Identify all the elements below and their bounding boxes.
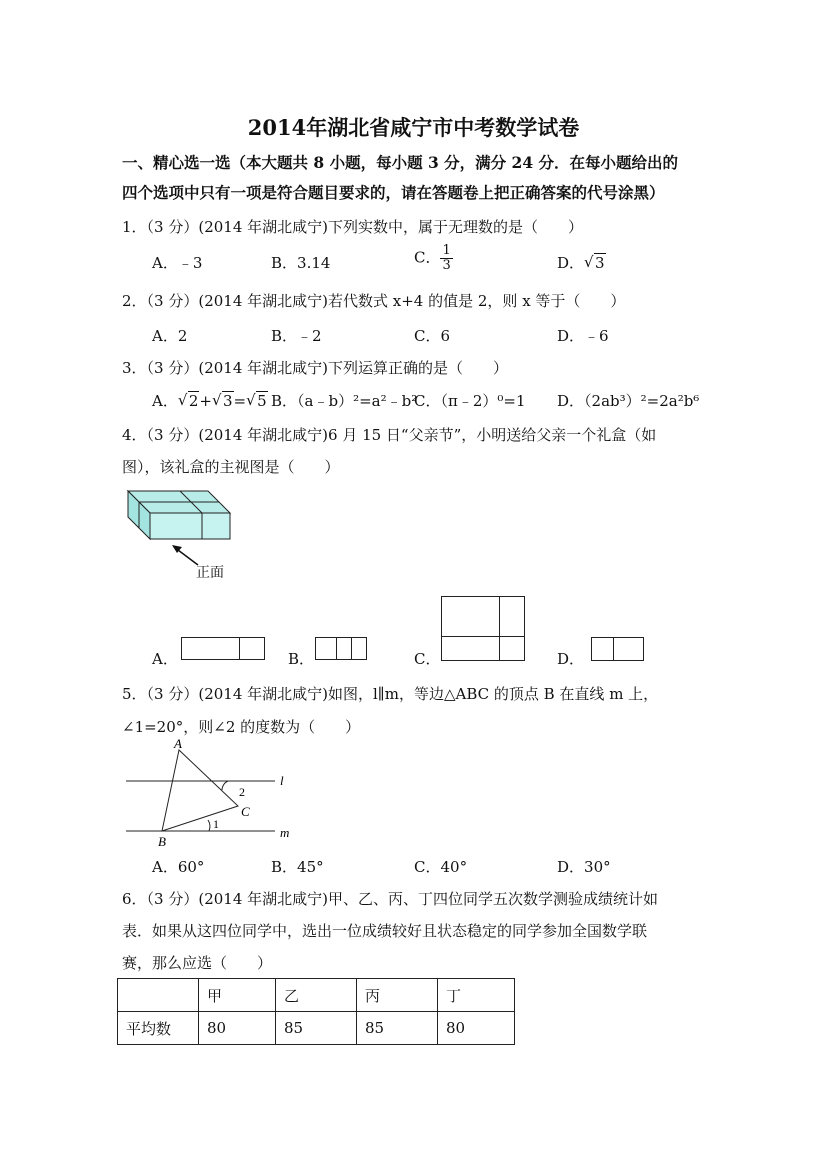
score-table <box>117 978 515 1045</box>
q5-option-c[interactable]: C．40° <box>414 858 468 876</box>
table-cell: 85 <box>357 1012 438 1045</box>
section-heading-line2: 四个选项中只有一项是符合题目要求的，请在答题卷上把正确答案的代号涂黑） <box>122 183 665 202</box>
q3-option-b[interactable]: B．（a﹣b）²=a²﹣b² <box>271 392 418 410</box>
table-header-row <box>118 979 515 1012</box>
gift-box-figure <box>120 485 245 585</box>
q4-option-b[interactable]: B． <box>288 650 315 668</box>
q5-option-d[interactable]: D．30° <box>557 858 611 876</box>
section-heading-line1: 一、精心选一选（本大题共 8 小题，每小题 3 分，满分 24 分．在每小题给出的 <box>122 153 679 172</box>
table-row <box>118 1012 515 1045</box>
q2-stem: 2．（3 分）(2014 年湖北咸宁)若代数式 x+4 的值是 2，则 x 等于（ ） <box>122 292 626 310</box>
q1-option-a[interactable]: A．﹣3 <box>152 254 203 272</box>
q5-stem-line2: ∠1=20°，则∠2 的度数为（ ） <box>122 718 361 736</box>
q4-option-b-figure[interactable] <box>315 637 367 660</box>
q3-option-a[interactable]: A．√ 2+√ 3=√ 5 <box>152 390 268 411</box>
q1-option-c[interactable] <box>414 244 453 273</box>
page-title: 2014年湖北省咸宁市中考数学试卷 <box>247 115 580 140</box>
table-header-cell <box>118 979 199 1012</box>
q4-stem-line1: 4．（3 分）(2014 年湖北咸宁)6 月 15 日“父亲节”，小明送给父亲一个礼盒（如 <box>122 426 657 444</box>
q6-stem-line1: 6．（3 分）(2014 年湖北咸宁)甲、乙、丙、丁四位同学五次数学测验成绩统计如 <box>122 890 659 908</box>
table-row-label: 平均数 <box>118 1012 199 1045</box>
q6-stem-line3: 赛，那么应选（ ） <box>122 954 273 972</box>
q1-option-d[interactable]: D．√ 3 <box>557 252 606 273</box>
q4-option-a-figure[interactable] <box>181 637 265 660</box>
label-angle-2: 2 <box>239 785 245 799</box>
q2-option-b[interactable]: B．﹣2 <box>271 327 322 345</box>
label-B: B <box>158 834 166 849</box>
table-header-cell: 甲 <box>199 979 276 1012</box>
q2-option-a[interactable]: A．2 <box>152 327 188 345</box>
table-header-cell: 乙 <box>276 979 357 1012</box>
table-cell: 80 <box>199 1012 276 1045</box>
label-m: m <box>280 825 290 840</box>
q1-stem: 1．（3 分）(2014 年湖北咸宁)下列实数中，属于无理数的是（ ） <box>122 218 584 236</box>
q4-stem-line2: 图），该礼盒的主视图是（ ） <box>122 458 340 476</box>
q4-option-d-figure[interactable] <box>591 637 644 661</box>
q1-option-b[interactable]: B．3.14 <box>271 254 331 272</box>
q3-stem: 3．（3 分）(2014 年湖北咸宁)下列运算正确的是（ ） <box>122 359 509 377</box>
q5-stem-line1: 5．（3 分）(2014 年湖北咸宁)如图，l∥m，等边△ABC 的顶点 B 在直线 m 上， <box>122 685 659 703</box>
label-A: A <box>174 738 182 751</box>
label-l: l <box>280 773 284 788</box>
q1-fraction: $\frac{1}{3}$ <box>442 243 451 273</box>
q4-option-a[interactable]: A． <box>152 650 178 668</box>
label-angle-1: 1 <box>213 817 219 831</box>
table-header-cell: 丙 <box>357 979 438 1012</box>
table-cell: 80 <box>438 1012 515 1045</box>
q4-option-c[interactable]: C． <box>414 650 441 668</box>
table-cell: 85 <box>276 1012 357 1045</box>
front-label: 正面 <box>196 565 224 581</box>
q4-option-c-figure[interactable] <box>441 596 525 661</box>
q5-option-b[interactable]: B．45° <box>271 858 324 876</box>
triangle-parallel-lines-figure <box>120 738 300 853</box>
q4-option-d[interactable]: D． <box>557 650 585 668</box>
q6-stem-line2: 表．如果从这四位同学中，选出一位成绩较好且状态稳定的同学参加全国数学联 <box>122 922 648 940</box>
q2-option-d[interactable]: D．﹣6 <box>557 327 609 345</box>
q2-option-c[interactable]: C．6 <box>414 327 451 345</box>
q3-option-d[interactable]: D．（2ab³）²=2a²b⁶ <box>557 392 700 410</box>
sqrt-symbol: √ 3 <box>584 254 606 272</box>
q1-option-c-label: C． <box>414 248 441 267</box>
q5-option-a[interactable]: A．60° <box>152 858 205 876</box>
q3-option-c[interactable]: C．（π﹣2）⁰=1 <box>414 392 526 410</box>
label-C: C <box>241 804 250 819</box>
table-header-cell: 丁 <box>438 979 515 1012</box>
